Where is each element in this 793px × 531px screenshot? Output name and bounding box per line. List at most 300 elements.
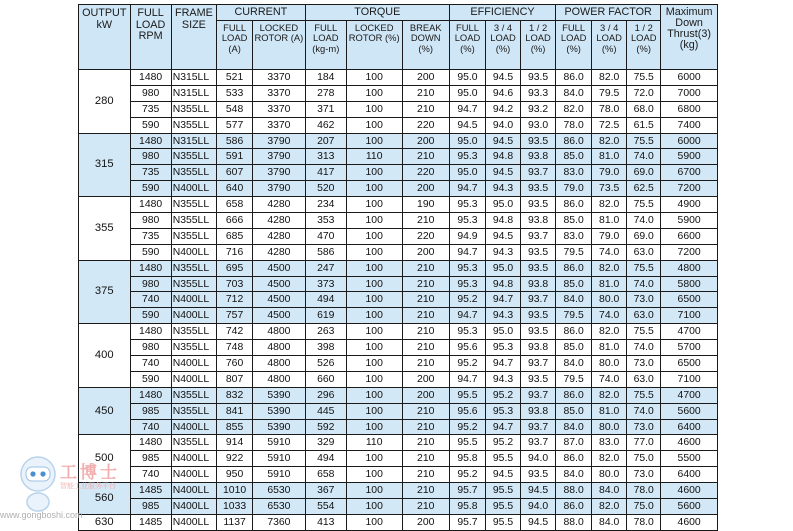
cell-pf-12: 72.0 <box>627 85 661 101</box>
cell-torque-break-down: 210 <box>402 213 449 229</box>
cell-max-thrust: 7100 <box>661 371 718 387</box>
cell-frame: N355LL <box>171 260 216 276</box>
cell-pf-12: 75.5 <box>627 70 661 86</box>
table-row <box>79 117 718 133</box>
cell-pf-full: 85.0 <box>556 403 592 419</box>
cell-eff-34: 94.5 <box>486 133 521 149</box>
cell-pf-12: 73.0 <box>627 356 661 372</box>
cell-pf-34: 82.0 <box>592 260 627 276</box>
cell-pf-12: 75.5 <box>627 387 661 403</box>
cell-eff-12: 93.8 <box>521 276 556 292</box>
cell-torque-locked-rotor: 100 <box>346 340 402 356</box>
cell-eff-34: 95.3 <box>486 340 521 356</box>
cell-rpm: 740 <box>130 356 171 372</box>
cell-pf-34: 80.0 <box>592 292 627 308</box>
cell-frame: N355LL <box>171 276 216 292</box>
cell-eff-full: 95.5 <box>449 387 485 403</box>
cell-eff-34: 94.3 <box>486 181 521 197</box>
cell-torque-break-down: 210 <box>402 101 449 117</box>
cell-max-thrust: 4700 <box>661 324 718 340</box>
cell-frame: N355LL <box>171 340 216 356</box>
col-header-current-locked-rotor: LOCKED ROTOR (A) <box>253 21 306 70</box>
cell-pf-12: 74.0 <box>627 213 661 229</box>
cell-pf-full: 86.0 <box>556 260 592 276</box>
cell-eff-12: 93.7 <box>521 387 556 403</box>
cell-max-thrust: 5500 <box>661 451 718 467</box>
cell-pf-full: 84.0 <box>556 467 592 483</box>
cell-torque-full-load: 494 <box>305 292 346 308</box>
cell-eff-34: 95.5 <box>486 499 521 515</box>
cell-pf-34: 74.0 <box>592 371 627 387</box>
cell-current-full-load: 855 <box>217 419 253 435</box>
cell-current-full-load: 695 <box>217 260 253 276</box>
cell-eff-34: 94.0 <box>486 117 521 133</box>
cell-rpm: 1480 <box>130 70 171 86</box>
cell-eff-12: 94.0 <box>521 499 556 515</box>
col-header-eff-34: 3 / 4 LOAD (%) <box>486 21 521 70</box>
cell-pf-full: 85.0 <box>556 340 592 356</box>
cell-torque-full-load: 619 <box>305 308 346 324</box>
cell-eff-12: 93.5 <box>521 260 556 276</box>
cell-eff-12: 93.5 <box>521 70 556 86</box>
cell-rpm: 985 <box>130 499 171 515</box>
cell-eff-34: 94.5 <box>486 70 521 86</box>
cell-torque-break-down: 220 <box>402 228 449 244</box>
cell-eff-full: 95.8 <box>449 499 485 515</box>
cell-pf-12: 62.5 <box>627 181 661 197</box>
cell-pf-34: 82.0 <box>592 324 627 340</box>
table-row <box>79 308 718 324</box>
cell-pf-34: 74.0 <box>592 244 627 260</box>
cell-current-locked-rotor: 5390 <box>253 387 306 403</box>
cell-torque-break-down: 210 <box>402 340 449 356</box>
cell-torque-locked-rotor: 100 <box>346 244 402 260</box>
cell-rpm: 980 <box>130 85 171 101</box>
table-row <box>79 419 718 435</box>
cell-torque-locked-rotor: 100 <box>346 356 402 372</box>
cell-torque-break-down: 210 <box>402 499 449 515</box>
cell-pf-12: 73.0 <box>627 467 661 483</box>
cell-torque-break-down: 210 <box>402 356 449 372</box>
cell-current-full-load: 640 <box>217 181 253 197</box>
table-row <box>79 403 718 419</box>
cell-eff-34: 95.5 <box>486 451 521 467</box>
cell-pf-full: 85.0 <box>556 149 592 165</box>
cell-eff-34: 94.8 <box>486 149 521 165</box>
cell-eff-full: 94.7 <box>449 101 485 117</box>
cell-rpm: 980 <box>130 340 171 356</box>
cell-pf-34: 82.0 <box>592 70 627 86</box>
cell-eff-12: 93.7 <box>521 228 556 244</box>
cell-pf-12: 75.5 <box>627 260 661 276</box>
cell-output-kw: 500 <box>79 435 131 483</box>
cell-eff-34: 95.3 <box>486 403 521 419</box>
cell-current-locked-rotor: 3370 <box>253 70 306 86</box>
cell-current-locked-rotor: 5910 <box>253 435 306 451</box>
cell-pf-34: 79.0 <box>592 228 627 244</box>
cell-eff-full: 95.0 <box>449 70 485 86</box>
cell-torque-break-down: 210 <box>402 276 449 292</box>
cell-pf-12: 74.0 <box>627 340 661 356</box>
watermark-logo-text: 工博士 <box>60 463 120 483</box>
cell-pf-12: 75.0 <box>627 451 661 467</box>
cell-rpm: 1480 <box>130 387 171 403</box>
cell-current-full-load: 703 <box>217 276 253 292</box>
cell-eff-full: 95.7 <box>449 483 485 499</box>
cell-torque-full-load: 278 <box>305 85 346 101</box>
cell-pf-full: 86.0 <box>556 387 592 403</box>
cell-torque-full-load: 234 <box>305 197 346 213</box>
cell-torque-full-load: 371 <box>305 101 346 117</box>
cell-torque-full-load: 184 <box>305 70 346 86</box>
cell-torque-locked-rotor: 110 <box>346 435 402 451</box>
cell-current-full-load: 716 <box>217 244 253 260</box>
cell-eff-12: 93.5 <box>521 467 556 483</box>
header-row-top <box>79 5 718 21</box>
table-row <box>79 514 718 530</box>
watermark-sub-text: 智能工业服务平台 <box>60 483 116 490</box>
cell-current-locked-rotor: 6530 <box>253 483 306 499</box>
cell-frame: N400LL <box>171 499 216 515</box>
col-header-pf-34: 3 / 4 LOAD (%) <box>592 21 627 70</box>
cell-eff-34: 94.5 <box>486 228 521 244</box>
cell-pf-12: 75.5 <box>627 133 661 149</box>
cell-torque-locked-rotor: 100 <box>346 276 402 292</box>
cell-eff-12: 93.8 <box>521 149 556 165</box>
cell-torque-full-load: 526 <box>305 356 346 372</box>
cell-rpm: 1485 <box>130 514 171 530</box>
cell-pf-full: 79.5 <box>556 244 592 260</box>
cell-torque-break-down: 210 <box>402 403 449 419</box>
cell-pf-12: 74.0 <box>627 149 661 165</box>
cell-current-locked-rotor: 5390 <box>253 403 306 419</box>
cell-frame: N400LL <box>171 371 216 387</box>
col-header-rpm: FULL LOAD RPM <box>130 5 171 70</box>
cell-pf-34: 82.0 <box>592 197 627 213</box>
cell-eff-12: 93.7 <box>521 165 556 181</box>
cell-current-full-load: 914 <box>217 435 253 451</box>
cell-torque-locked-rotor: 100 <box>346 213 402 229</box>
cell-eff-full: 95.0 <box>449 85 485 101</box>
cell-torque-break-down: 200 <box>402 387 449 403</box>
cell-pf-full: 86.0 <box>556 70 592 86</box>
cell-max-thrust: 5600 <box>661 499 718 515</box>
cell-pf-full: 88.0 <box>556 483 592 499</box>
cell-max-thrust: 4800 <box>661 260 718 276</box>
cell-current-locked-rotor: 3370 <box>253 101 306 117</box>
cell-current-locked-rotor: 3790 <box>253 165 306 181</box>
cell-output-kw: 560 <box>79 483 131 515</box>
cell-max-thrust: 7000 <box>661 85 718 101</box>
cell-pf-full: 87.0 <box>556 435 592 451</box>
cell-torque-full-load: 592 <box>305 419 346 435</box>
cell-max-thrust: 5900 <box>661 149 718 165</box>
table-row <box>79 483 718 499</box>
cell-max-thrust: 6800 <box>661 101 718 117</box>
cell-eff-12: 93.5 <box>521 371 556 387</box>
cell-torque-break-down: 200 <box>402 244 449 260</box>
cell-rpm: 590 <box>130 117 171 133</box>
cell-eff-34: 95.0 <box>486 260 521 276</box>
cell-pf-12: 75.5 <box>627 197 661 213</box>
cell-eff-34: 94.2 <box>486 101 521 117</box>
cell-rpm: 740 <box>130 292 171 308</box>
cell-torque-break-down: 220 <box>402 117 449 133</box>
cell-current-full-load: 548 <box>217 101 253 117</box>
cell-pf-12: 61.5 <box>627 117 661 133</box>
cell-eff-full: 94.7 <box>449 371 485 387</box>
cell-eff-full: 95.3 <box>449 213 485 229</box>
cell-pf-full: 86.0 <box>556 451 592 467</box>
table-row <box>79 324 718 340</box>
cell-pf-full: 79.5 <box>556 308 592 324</box>
col-header-torque-locked-rotor: LOCKED ROTOR (%) <box>346 21 402 70</box>
cell-current-full-load: 950 <box>217 467 253 483</box>
cell-eff-12: 93.5 <box>521 324 556 340</box>
cell-rpm: 980 <box>130 213 171 229</box>
cell-torque-full-load: 494 <box>305 451 346 467</box>
cell-pf-34: 73.5 <box>592 181 627 197</box>
cell-torque-locked-rotor: 100 <box>346 260 402 276</box>
cell-eff-full: 95.7 <box>449 514 485 530</box>
cell-frame: N355LL <box>171 324 216 340</box>
cell-eff-34: 94.6 <box>486 85 521 101</box>
cell-pf-full: 78.0 <box>556 117 592 133</box>
cell-current-locked-rotor: 7360 <box>253 514 306 530</box>
table-row <box>79 371 718 387</box>
cell-torque-break-down: 210 <box>402 85 449 101</box>
cell-pf-34: 82.0 <box>592 387 627 403</box>
cell-rpm: 980 <box>130 149 171 165</box>
cell-pf-full: 85.0 <box>556 213 592 229</box>
cell-rpm: 1480 <box>130 324 171 340</box>
cell-pf-full: 84.0 <box>556 292 592 308</box>
cell-eff-12: 93.5 <box>521 197 556 213</box>
cell-current-locked-rotor: 3790 <box>253 149 306 165</box>
col-header-current-full-load: FULL LOAD (A) <box>217 21 253 70</box>
cell-torque-break-down: 200 <box>402 70 449 86</box>
cell-torque-full-load: 413 <box>305 514 346 530</box>
table-row <box>79 467 718 483</box>
cell-torque-break-down: 210 <box>402 308 449 324</box>
cell-eff-12: 93.0 <box>521 117 556 133</box>
cell-max-thrust: 5700 <box>661 340 718 356</box>
cell-torque-break-down: 210 <box>402 451 449 467</box>
cell-eff-34: 94.5 <box>486 165 521 181</box>
cell-torque-locked-rotor: 100 <box>346 133 402 149</box>
cell-current-full-load: 922 <box>217 451 253 467</box>
cell-eff-full: 95.3 <box>449 324 485 340</box>
cell-eff-12: 93.7 <box>521 435 556 451</box>
cell-eff-12: 94.5 <box>521 483 556 499</box>
cell-eff-full: 95.3 <box>449 149 485 165</box>
cell-pf-34: 80.0 <box>592 467 627 483</box>
cell-frame: N355LL <box>171 117 216 133</box>
cell-pf-34: 81.0 <box>592 213 627 229</box>
cell-pf-12: 78.0 <box>627 514 661 530</box>
cell-current-full-load: 841 <box>217 403 253 419</box>
cell-eff-full: 95.3 <box>449 260 485 276</box>
cell-eff-12: 93.8 <box>521 403 556 419</box>
cell-eff-full: 95.2 <box>449 356 485 372</box>
cell-frame: N355LL <box>171 403 216 419</box>
cell-pf-full: 88.0 <box>556 514 592 530</box>
cell-eff-12: 93.2 <box>521 101 556 117</box>
cell-torque-full-load: 263 <box>305 324 346 340</box>
col-header-efficiency: EFFICIENCY <box>449 5 555 21</box>
cell-rpm: 980 <box>130 276 171 292</box>
cell-output-kw: 280 <box>79 70 131 134</box>
col-header-max-thrust: Maximum Down Thrust(3) (kg) <box>661 5 718 70</box>
cell-torque-full-load: 207 <box>305 133 346 149</box>
cell-eff-full: 95.2 <box>449 419 485 435</box>
cell-pf-full: 86.0 <box>556 197 592 213</box>
cell-eff-34: 95.2 <box>486 387 521 403</box>
cell-rpm: 985 <box>130 403 171 419</box>
col-header-pf-full: FULL LOAD (%) <box>556 21 592 70</box>
cell-torque-full-load: 313 <box>305 149 346 165</box>
cell-torque-locked-rotor: 100 <box>346 292 402 308</box>
cell-torque-full-load: 554 <box>305 499 346 515</box>
cell-torque-full-load: 586 <box>305 244 346 260</box>
cell-output-kw: 355 <box>79 197 131 261</box>
cell-eff-full: 95.2 <box>449 467 485 483</box>
cell-max-thrust: 5900 <box>661 213 718 229</box>
cell-max-thrust: 6500 <box>661 292 718 308</box>
table-row <box>79 244 718 260</box>
cell-torque-locked-rotor: 100 <box>346 308 402 324</box>
table-row <box>79 340 718 356</box>
cell-torque-full-load: 520 <box>305 181 346 197</box>
cell-eff-full: 95.0 <box>449 165 485 181</box>
cell-pf-34: 80.0 <box>592 356 627 372</box>
cell-current-locked-rotor: 4800 <box>253 371 306 387</box>
cell-torque-full-load: 660 <box>305 371 346 387</box>
cell-rpm: 1480 <box>130 133 171 149</box>
cell-eff-34: 95.0 <box>486 324 521 340</box>
cell-current-full-load: 757 <box>217 308 253 324</box>
cell-torque-locked-rotor: 100 <box>346 467 402 483</box>
cell-rpm: 740 <box>130 467 171 483</box>
cell-torque-break-down: 190 <box>402 197 449 213</box>
cell-current-locked-rotor: 4280 <box>253 228 306 244</box>
table-row <box>79 85 718 101</box>
col-header-current: CURRENT <box>217 5 306 21</box>
cell-current-locked-rotor: 4800 <box>253 356 306 372</box>
cell-max-thrust: 6000 <box>661 133 718 149</box>
cell-pf-12: 74.0 <box>627 276 661 292</box>
cell-pf-34: 81.0 <box>592 276 627 292</box>
cell-pf-34: 81.0 <box>592 403 627 419</box>
table-row <box>79 70 718 86</box>
cell-max-thrust: 7200 <box>661 181 718 197</box>
cell-torque-locked-rotor: 100 <box>346 117 402 133</box>
cell-eff-12: 93.5 <box>521 133 556 149</box>
cell-torque-locked-rotor: 100 <box>346 197 402 213</box>
cell-torque-full-load: 398 <box>305 340 346 356</box>
cell-pf-34: 81.0 <box>592 149 627 165</box>
table-row <box>79 165 718 181</box>
col-header-frame: FRAME SIZE <box>171 5 216 70</box>
cell-output-kw: 315 <box>79 133 131 197</box>
cell-pf-34: 74.0 <box>592 308 627 324</box>
cell-frame: N355LL <box>171 213 216 229</box>
cell-current-full-load: 607 <box>217 165 253 181</box>
cell-frame: N400LL <box>171 514 216 530</box>
cell-pf-full: 79.5 <box>556 371 592 387</box>
cell-pf-full: 83.0 <box>556 165 592 181</box>
cell-current-locked-rotor: 3370 <box>253 85 306 101</box>
cell-eff-12: 93.3 <box>521 85 556 101</box>
cell-eff-full: 94.7 <box>449 308 485 324</box>
cell-torque-break-down: 210 <box>402 419 449 435</box>
cell-frame: N355LL <box>171 165 216 181</box>
cell-eff-12: 94.0 <box>521 451 556 467</box>
cell-torque-break-down: 210 <box>402 292 449 308</box>
cell-current-locked-rotor: 3790 <box>253 133 306 149</box>
cell-current-full-load: 1010 <box>217 483 253 499</box>
cell-eff-34: 94.3 <box>486 371 521 387</box>
cell-current-full-load: 832 <box>217 387 253 403</box>
cell-eff-full: 95.6 <box>449 340 485 356</box>
cell-current-full-load: 807 <box>217 371 253 387</box>
cell-torque-break-down: 200 <box>402 181 449 197</box>
cell-pf-12: 75.5 <box>627 324 661 340</box>
cell-eff-full: 95.8 <box>449 451 485 467</box>
cell-output-kw: 375 <box>79 260 131 324</box>
cell-pf-full: 84.0 <box>556 419 592 435</box>
cell-rpm: 1480 <box>130 260 171 276</box>
cell-frame: N315LL <box>171 70 216 86</box>
cell-pf-full: 83.0 <box>556 228 592 244</box>
cell-max-thrust: 6400 <box>661 467 718 483</box>
cell-torque-locked-rotor: 100 <box>346 387 402 403</box>
cell-eff-34: 94.7 <box>486 419 521 435</box>
cell-pf-34: 78.0 <box>592 101 627 117</box>
cell-current-locked-rotor: 4500 <box>253 276 306 292</box>
cell-rpm: 735 <box>130 101 171 117</box>
cell-max-thrust: 4600 <box>661 514 718 530</box>
cell-frame: N355LL <box>171 101 216 117</box>
cell-output-kw: 450 <box>79 387 131 435</box>
cell-current-full-load: 591 <box>217 149 253 165</box>
cell-current-locked-rotor: 4800 <box>253 324 306 340</box>
cell-torque-full-load: 247 <box>305 260 346 276</box>
cell-frame: N355LL <box>171 387 216 403</box>
cell-frame: N315LL <box>171 133 216 149</box>
cell-eff-34: 94.7 <box>486 292 521 308</box>
cell-current-locked-rotor: 6530 <box>253 499 306 515</box>
cell-current-full-load: 577 <box>217 117 253 133</box>
cell-torque-locked-rotor: 100 <box>346 371 402 387</box>
cell-torque-locked-rotor: 100 <box>346 85 402 101</box>
cell-current-full-load: 1137 <box>217 514 253 530</box>
cell-current-locked-rotor: 4800 <box>253 340 306 356</box>
spec-table-body <box>79 70 718 531</box>
cell-current-locked-rotor: 5390 <box>253 419 306 435</box>
cell-torque-full-load: 353 <box>305 213 346 229</box>
cell-eff-full: 95.3 <box>449 276 485 292</box>
cell-pf-34: 84.0 <box>592 483 627 499</box>
cell-current-locked-rotor: 4500 <box>253 308 306 324</box>
cell-pf-12: 74.0 <box>627 403 661 419</box>
cell-torque-break-down: 210 <box>402 435 449 451</box>
cell-current-locked-rotor: 4500 <box>253 260 306 276</box>
cell-pf-34: 82.0 <box>592 451 627 467</box>
cell-eff-12: 93.7 <box>521 419 556 435</box>
cell-eff-full: 95.6 <box>449 403 485 419</box>
cell-current-full-load: 586 <box>217 133 253 149</box>
